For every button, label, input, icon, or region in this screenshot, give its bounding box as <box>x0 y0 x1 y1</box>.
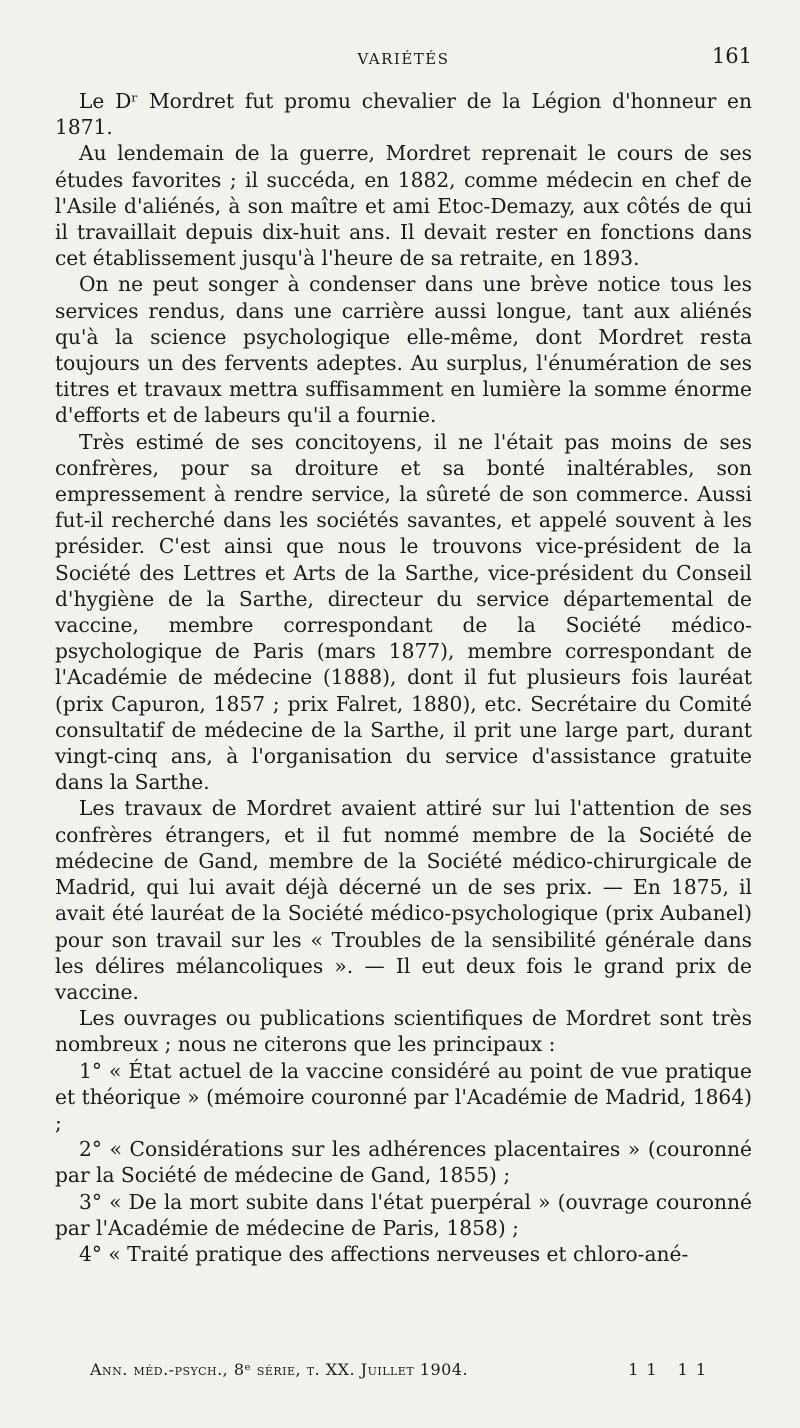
list-item: 2° « Considérations sur les adhérences placentaires » (couronné par la Société de médecine de Gand, 1855) ; <box>55 1137 752 1188</box>
journal-reference: Ann. méd.-psych., 8ᵉ série, t. XX. Juillet 1904. <box>90 1360 469 1379</box>
list-item: 4° « Traité pratique des affections nerveuses et chloro-ané- <box>79 1241 689 1266</box>
page-footer <box>90 1360 730 1379</box>
page-number: 161 <box>711 44 752 68</box>
running-title: VARIÉTÉS <box>357 50 450 68</box>
paragraph: Les ouvrages ou publications scientifiques de Mordret sont très nombreux ; nous ne citerons que les principaux : <box>55 1006 752 1057</box>
list-item: 1° « État actuel de la vaccine considéré au point de vue pratique et théorique » (mémoire couronné par l'Académie de Madrid, 1864) ; <box>55 1058 752 1135</box>
list-item: 3° « De la mort subite dans l'état puerpéral » (ouvrage couronné par l'Académie de médecine de Paris, 1858) ; <box>55 1189 752 1240</box>
signature-mark: 11 11 <box>628 1360 714 1379</box>
paragraph: Les travaux de Mordret avaient attiré sur lui l'attention de ses confrères étrangers, et il fut nommé membre de la Société de médecine de Gand, membre de la Société médico-chirurgicale de Madrid, qui lui avait déjà décerné un de ses prix. — En 1875, il avait été lauréat de la Société médico-psychologique (prix Aubanel) pour son travail sur les « Troubles de la sensibilité générale dans les délires mélancoliques ». — Il eut deux fois le grand prix de vaccine. <box>55 796 752 1004</box>
paragraph: Le Dʳ Mordret fut promu chevalier de la Légion d'honneur en 1871. <box>55 89 752 140</box>
body-text <box>55 88 752 1267</box>
page-header <box>55 44 752 74</box>
paragraph: On ne peut songer à condenser dans une brève notice tous les services rendus, dans une carrière aussi longue, tant aux aliénés qu'à la science psychologique elle-même, dont Mordret resta toujours un des fervents adeptes. Au surplus, l'énumération de ses titres et travaux mettra suffisamment en lumière la somme énorme d'efforts et de labeurs qu'il a fournie. <box>55 272 752 428</box>
paragraph: Très estimé de ses concitoyens, il ne l'était pas moins de ses confrères, pour sa droiture et sa bonté inaltérables, son empressement à rendre service, la sûreté de son commerce. Aussi fut-il recherché dans les sociétés savantes, et appelé souvent à les présider. C'est ainsi que nous le trouvons vice-président de la Société des Lettres et Arts de la Sarthe, vice-président du Conseil d'hygiène de la Sarthe, directeur du service départemental de vaccine, membre correspondant de la Société médico-psychologique de Paris (mars 1877), membre correspondant de l'Académie de médecine (1888), dont il fut plusieurs fois lauréat (prix Capuron, 1857 ; prix Falret, 1880), etc. Secrétaire du Comité consultatif de médecine de la Sarthe, il prit une large part, durant vingt-cinq ans, à l'organisation du service d'assistance gratuite dans la Sarthe. <box>55 429 752 795</box>
paragraph: Au lendemain de la guerre, Mordret reprenait le cours de ses études favorites ; il succéda, en 1882, comme médecin en chef de l'Asile d'aliénés, à son maître et ami Etoc-Demazy, aux côtés de qui il travaillait depuis dix-huit ans. Il devait rester en fonctions dans cet établissement jusqu'à l'heure de sa retraite, en 1893. <box>55 141 752 271</box>
